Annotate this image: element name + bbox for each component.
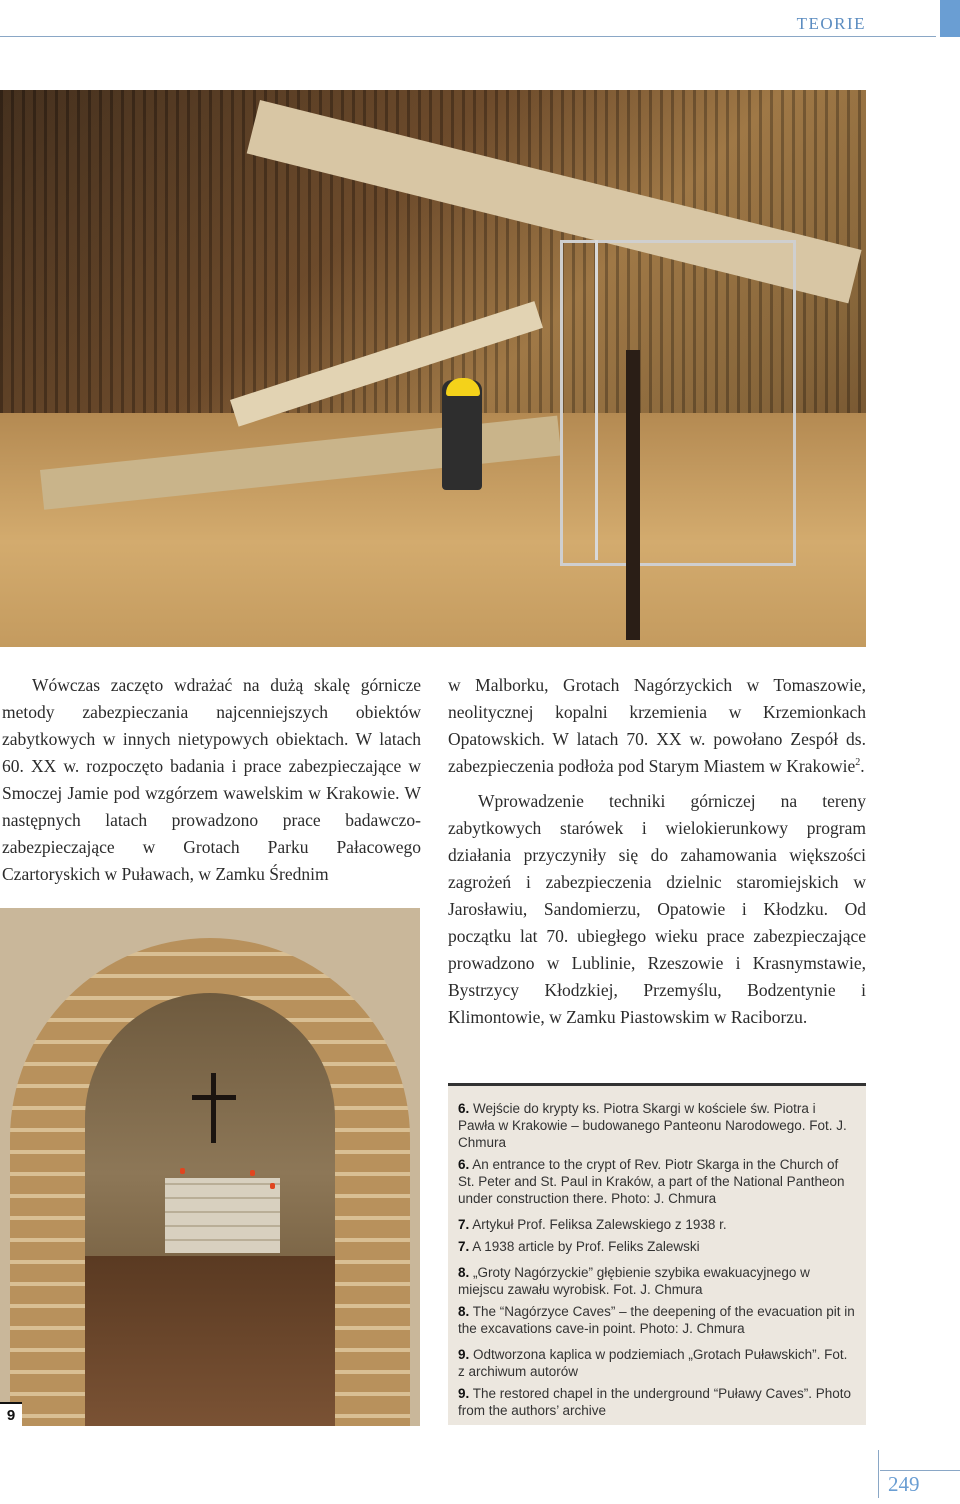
- paragraph-text: w Malborku, Grotach Nagórzyckich w Tomaszowie, neolitycznej kopalni krzemienia w Krzemionkach Opatowskich. W latach 70. XX w. powołano Zespół ds. zabezpieczenia podłoża pod Starym Miastem w Krakowie: [448, 675, 866, 776]
- caption-group-8: [458, 1264, 856, 1337]
- photo-9-altar: [165, 1178, 280, 1253]
- caption-group-7: [458, 1216, 856, 1255]
- page-number: 249: [888, 1472, 920, 1496]
- caption-text: „Groty Nagórzyckie” głębienie szybika ewakuacyjnego w miejscu zawału wyrobisk. Fot. J. Chmura: [458, 1265, 810, 1297]
- caption-number: 9.: [458, 1347, 470, 1362]
- body-text-right: [448, 672, 866, 1031]
- photo-8-scaffold: [595, 240, 598, 560]
- caption-en: [458, 1238, 856, 1255]
- caption-number: 6.: [458, 1157, 470, 1172]
- caption-number: 9.: [458, 1386, 470, 1401]
- caption-group-9: [458, 1346, 856, 1419]
- photo-8-worker: [442, 380, 482, 490]
- caption-number: 6.: [458, 1101, 470, 1116]
- caption-text: The restored chapel in the underground “Puławy Caves”. Photo from the authors’ archive: [458, 1386, 851, 1418]
- footer-rule: [880, 1470, 960, 1471]
- caption-text: Odtworzona kaplica w podziemiach „Grotach Puławskich”. Fot. z archiwum autorów: [458, 1347, 848, 1379]
- caption-pl: [458, 1346, 856, 1380]
- header-accent-tab: [940, 0, 960, 37]
- candle-icon: [270, 1183, 275, 1189]
- footer-rule-vertical: [878, 1450, 879, 1498]
- caption-number: 7.: [458, 1217, 470, 1232]
- caption-pl: [458, 1264, 856, 1298]
- body-paragraph: Wprowadzenie techniki górniczej na tereny zabytkowych starówek i wielokierunkowy program działania przyczyniły się do zahamowania większości zagrożeń i zabezpieczenia dzielnic staromiejskich w Jarosławiu, Sandomierzu, Opatowie i Kłodzku. Od początku lat 70. ubiegłego wieku prace zabezpieczające prowadzono w Lublinie, Rzeszowie i Krasnymstawie, Bystrzycy Kłodzkiej, Przemyślu, Bodzentynie i Klimontowie, w Zamku Piastowskim w Raciborzu.: [448, 791, 866, 1027]
- caption-number: 7.: [458, 1239, 470, 1254]
- section-label: TEORIE: [796, 14, 866, 33]
- caption-text: An entrance to the crypt of Rev. Piotr Skarga in the Church of St. Peter and St. Paul in Kraków, a part of the National Pantheon under construction there. Photo: J. Chmura: [458, 1157, 845, 1206]
- caption-en: [458, 1385, 856, 1419]
- photo-9-restored-chapel: [0, 908, 420, 1426]
- cross-icon: [192, 1073, 236, 1143]
- captions-box: [448, 1083, 866, 1425]
- paragraph-end: .: [860, 756, 865, 776]
- candle-icon: [250, 1170, 255, 1176]
- body-paragraph: Wówczas zaczęto wdrażać na dużą skalę górnicze metody zabezpieczania najcenniejszych obiektów zabytkowych w innych nietypowych obiektach. W latach 60. XX w. rozpoczęto badania i prace zabezpieczające w Smoczej Jamie pod wzgórzem wawelskim w Krakowie. W następnych latach prowadzono prace badawczo-zabezpieczające w Grotach Parku Pałacowego Czartoryskich w Puławach, w Zamku Średnim: [2, 675, 421, 884]
- photo-8-shaft-construction: [0, 90, 866, 647]
- caption-group-6: [458, 1100, 856, 1207]
- figure-number-9: 9: [0, 1402, 22, 1426]
- caption-pl: [458, 1100, 856, 1151]
- caption-text: The “Nagórzyce Caves” – the deepening of the evacuation pit in the excavations cave-in point. Photo: J. Chmura: [458, 1304, 855, 1336]
- caption-en: [458, 1303, 856, 1337]
- caption-number: 8.: [458, 1265, 470, 1280]
- caption-text: Wejście do krypty ks. Piotra Skargi w kościele św. Piotra i Pawła w Krakowie – budowanego Panteonu Narodowego. Fot. J. Chmura: [458, 1101, 847, 1150]
- caption-text: Artykuł Prof. Feliksa Zalewskiego z 1938 r.: [472, 1217, 727, 1232]
- candle-icon: [180, 1168, 185, 1174]
- header-rule: [0, 36, 936, 37]
- caption-en: [458, 1156, 856, 1207]
- caption-pl: [458, 1216, 856, 1233]
- photo-9-floor: [85, 1256, 335, 1426]
- body-text-left: [2, 672, 421, 888]
- body-paragraph: [448, 672, 866, 780]
- caption-text: A 1938 article by Prof. Feliks Zalewski: [472, 1239, 700, 1254]
- caption-number: 8.: [458, 1304, 470, 1319]
- photo-8-drill-column: [626, 350, 640, 640]
- footnote-marker: 2: [855, 757, 861, 769]
